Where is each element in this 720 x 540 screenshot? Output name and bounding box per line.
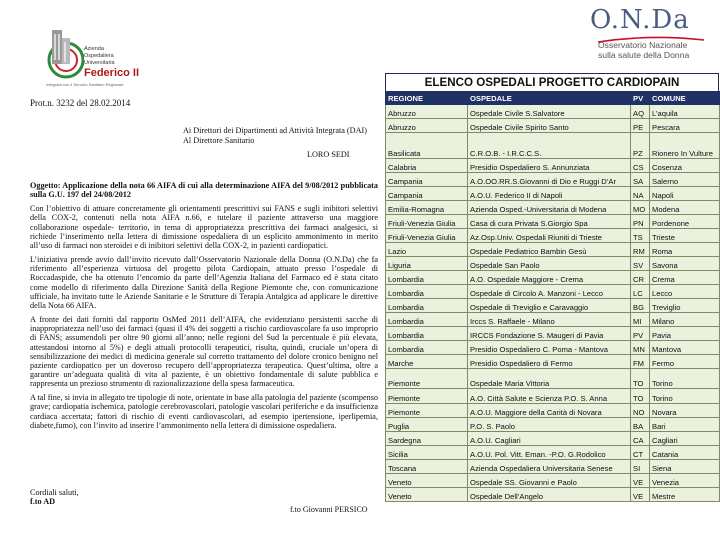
cell-regione: Lombardia bbox=[386, 341, 468, 355]
table-row bbox=[386, 105, 720, 119]
cell-pv: SI bbox=[631, 460, 650, 474]
cell-regione: Friuli-Venezia Giulia bbox=[386, 215, 468, 229]
cell-pv: BG bbox=[631, 299, 650, 313]
cell-comune: Catania bbox=[650, 446, 720, 460]
cell-comune: Mestre bbox=[650, 488, 720, 502]
cell-pv: VE bbox=[631, 474, 650, 488]
cell-comune: Lecco bbox=[650, 285, 720, 299]
cell-pv: CS bbox=[631, 159, 650, 173]
cell-ospedale: Irccs S. Raffaele - Milano bbox=[468, 313, 631, 327]
cell-pv: PV bbox=[631, 327, 650, 341]
cell-pv: AQ bbox=[631, 105, 650, 119]
hospital-logo-line: Azienda bbox=[84, 46, 104, 52]
table-row bbox=[386, 488, 720, 502]
cell-ospedale: Ospedale Dell’Angelo bbox=[468, 488, 631, 502]
table-row bbox=[386, 201, 720, 215]
table-row bbox=[386, 159, 720, 173]
cell-comune: Bari bbox=[650, 418, 720, 432]
cell-comune: Cosenza bbox=[650, 159, 720, 173]
cell-comune: Rionero In Vulture bbox=[650, 133, 720, 159]
cell-ospedale: A.O. Città Salute e Scienza P.O. S. Anna bbox=[468, 389, 631, 404]
onda-logo bbox=[590, 6, 718, 68]
cell-ospedale: Ospedale Civile S.Salvatore bbox=[468, 105, 631, 119]
cell-ospedale: Ospedale SS. Giovanni e Paolo bbox=[468, 474, 631, 488]
table-row bbox=[386, 474, 720, 488]
cell-ospedale: IRCCS Fondazione S. Maugeri di Pavia bbox=[468, 327, 631, 341]
addressees bbox=[183, 126, 367, 145]
table-row bbox=[386, 418, 720, 432]
onda-logo-line: sulla salute della Donna bbox=[598, 50, 690, 60]
table-row bbox=[386, 133, 720, 159]
cell-ospedale: A.O.U. Pol. Vitt. Eman. -P.O. G.Rodolico bbox=[468, 446, 631, 460]
cell-comune: Fermo bbox=[650, 355, 720, 369]
cell-regione: Lombardia bbox=[386, 313, 468, 327]
cell-ospedale: Presidio Ospedaliero C. Poma - Mantova bbox=[468, 341, 631, 355]
cell-ospedale: Ospedale di Treviglio e Caravaggio bbox=[468, 299, 631, 313]
table-row bbox=[386, 215, 720, 229]
cell-regione: Calabria bbox=[386, 159, 468, 173]
cell-pv: BA bbox=[631, 418, 650, 432]
letter-paragraph: Con l’obiettivo di attuare concretamente gli orientamenti prescrittivi sui FANS e sugli inibitori selettivi della COX-2, contenuti nella nota AIFA n.66, e tutelare il paziente attraverso una maggiore collaborazione ospedale- territorio, in tema di appropriatezza prescrittiva dei farmaci analgesici, si richiede l’inserimento nella lettera di dimissione ospedaliera di un esplicito ammonimento in merito all’uso di farmaci non steroidei e di inibitori selettivi della COX-2, in pazienti cardiopatici. bbox=[30, 204, 378, 250]
table-row bbox=[386, 173, 720, 187]
table-row bbox=[386, 369, 720, 389]
cell-regione: Basilicata bbox=[386, 133, 468, 159]
cell-pv: TO bbox=[631, 389, 650, 404]
table-row bbox=[386, 257, 720, 271]
letter-paragraph: L’iniziativa prende avvio dall’invito ricevuto dall’Osservatorio Nazionale della Donna (O.N.Da) che fa riferimento all’esperienza virtuosa del progetto pilota Cardiopain, attuato presso l’ospedale di Roccadaspide, che ha ottenuto l’encomio da parte dell’Agenzia Italiana del Farmaco ed è stata citato come modello di riferimento dalla Direzione Sanità della Regione Piemonte che, con comunicazione ufficiale, ha invitato tutte le Aziende Sanitarie e le Strutture di Terapia Antalgica ad applicare le direttive della Nota 66 AIFA. bbox=[30, 255, 378, 310]
hospital-list bbox=[385, 73, 719, 502]
hospital-logo-line: Ospedaliera bbox=[84, 53, 114, 59]
cell-comune: Savona bbox=[650, 257, 720, 271]
table-row bbox=[386, 327, 720, 341]
table-header-row bbox=[386, 92, 720, 105]
cell-comune: Pordenone bbox=[650, 215, 720, 229]
cell-pv: PN bbox=[631, 215, 650, 229]
cell-pv: NA bbox=[631, 187, 650, 201]
swoosh-icon bbox=[596, 36, 706, 44]
cell-regione: Veneto bbox=[386, 488, 468, 502]
cell-ospedale: Casa di cura Privata S.Giorgio Spa bbox=[468, 215, 631, 229]
letter-body bbox=[30, 181, 378, 435]
cell-comune: Cagliari bbox=[650, 432, 720, 446]
cell-regione: Friuli-Venezia Giulia bbox=[386, 229, 468, 243]
cell-ospedale: Azienda Ospedaliera Universitaria Senese bbox=[468, 460, 631, 474]
cell-comune: Mantova bbox=[650, 341, 720, 355]
cell-pv: MN bbox=[631, 341, 650, 355]
cell-pv: PE bbox=[631, 119, 650, 133]
cell-ospedale: Ospedale Pediatrico Bambin Gesù bbox=[468, 243, 631, 257]
cell-pv: CR bbox=[631, 271, 650, 285]
cell-ospedale: A.O.OO.RR.S.Giovanni di Dio e Ruggi D’Ar bbox=[468, 173, 631, 187]
cell-comune: Novara bbox=[650, 404, 720, 418]
cell-pv: LC bbox=[631, 285, 650, 299]
table-title: ELENCO OSPEDALI PROGETTO CARDIOPAIN bbox=[385, 73, 719, 91]
cell-pv: CA bbox=[631, 432, 650, 446]
cell-regione: Piemonte bbox=[386, 369, 468, 389]
cell-comune: Milano bbox=[650, 313, 720, 327]
cell-ospedale: P.O. S. Paolo bbox=[468, 418, 631, 432]
letter-subject: Oggetto: Applicazione della nota 66 AIFA di cui alla determinazione AIFA del 9/08/2012 pubblicata sulla G.U. 197 del 24/08/2012 bbox=[30, 181, 378, 200]
loro-sedi: LORO SEDI bbox=[307, 150, 350, 159]
table-row bbox=[386, 355, 720, 369]
cell-pv: SV bbox=[631, 257, 650, 271]
cell-regione: Marche bbox=[386, 355, 468, 369]
hospital-logo bbox=[44, 22, 162, 92]
column-header-pv: PV bbox=[631, 92, 650, 105]
table-row bbox=[386, 243, 720, 257]
hospital-logo-name: Federico II bbox=[84, 67, 140, 79]
protocol-number: Prot.n. 3232 del 28.02.2014 bbox=[30, 98, 131, 108]
cell-comune: Venezia bbox=[650, 474, 720, 488]
cell-regione: Piemonte bbox=[386, 404, 468, 418]
table-row bbox=[386, 187, 720, 201]
cell-comune: Modena bbox=[650, 201, 720, 215]
cell-ospedale: Presidio Ospedaliero S. Annunziata bbox=[468, 159, 631, 173]
cell-comune: Treviglio bbox=[650, 299, 720, 313]
table-row bbox=[386, 285, 720, 299]
cell-ospedale: C.R.O.B. - I.R.C.C.S. bbox=[468, 133, 631, 159]
cell-ospedale: A.O.U. Cagliari bbox=[468, 432, 631, 446]
cell-pv: PZ bbox=[631, 133, 650, 159]
letter-closing bbox=[30, 488, 79, 507]
cell-regione: Toscana bbox=[386, 460, 468, 474]
addressee-line: Al Direttore Sanitario bbox=[183, 135, 255, 145]
cell-regione: Piemonte bbox=[386, 389, 468, 404]
cell-regione: Campania bbox=[386, 187, 468, 201]
table-row bbox=[386, 404, 720, 418]
cell-regione: Lazio bbox=[386, 243, 468, 257]
cell-regione: Lombardia bbox=[386, 327, 468, 341]
cell-pv: MO bbox=[631, 201, 650, 215]
cell-comune: Torino bbox=[650, 369, 720, 389]
cell-ospedale: Ospedale Maria Vittoria bbox=[468, 369, 631, 389]
cell-ospedale: Azienda Osped.-Universitaria di Modena bbox=[468, 201, 631, 215]
cell-comune: Pescara bbox=[650, 119, 720, 133]
cell-regione: Veneto bbox=[386, 474, 468, 488]
onda-logo-abbr: O.N.Da bbox=[590, 5, 690, 35]
cell-regione: Liguria bbox=[386, 257, 468, 271]
hospital-building-icon bbox=[44, 24, 84, 82]
cell-ospedale: Ospedale di Circolo A. Manzoni - Lecco bbox=[468, 285, 631, 299]
cell-pv: FM bbox=[631, 355, 650, 369]
cell-pv: SA bbox=[631, 173, 650, 187]
cell-regione: Emilia-Romagna bbox=[386, 201, 468, 215]
cell-regione: Abruzzo bbox=[386, 105, 468, 119]
signature-ad: f.to AD bbox=[30, 497, 56, 507]
cell-ospedale: A.O.U. Federico II di Napoli bbox=[468, 187, 631, 201]
onda-logo-line: Osservatorio Nazionale bbox=[598, 40, 688, 50]
cell-regione: Puglia bbox=[386, 418, 468, 432]
cell-regione: Lombardia bbox=[386, 299, 468, 313]
signature-persico: f.to Giovanni PERSICO bbox=[290, 505, 368, 514]
addressee-line: Ai Direttori dei Dipartimenti ad Attività Integrata (DAI) bbox=[183, 126, 367, 135]
table-row bbox=[386, 271, 720, 285]
cell-regione: Campania bbox=[386, 173, 468, 187]
cell-pv: TO bbox=[631, 369, 650, 389]
cell-comune: Napoli bbox=[650, 187, 720, 201]
cell-pv: VE bbox=[631, 488, 650, 502]
cell-regione: Abruzzo bbox=[386, 119, 468, 133]
cell-ospedale: A.O.U. Maggiore della Carità di Novara bbox=[468, 404, 631, 418]
column-header-ospedale: OSPEDALE bbox=[468, 92, 631, 105]
cell-regione: Sicilia bbox=[386, 446, 468, 460]
cell-comune: Torino bbox=[650, 389, 720, 404]
cell-pv: NO bbox=[631, 404, 650, 418]
cell-comune: Pavia bbox=[650, 327, 720, 341]
table-row bbox=[386, 313, 720, 327]
table-row bbox=[386, 389, 720, 404]
table-row bbox=[386, 299, 720, 313]
cell-ospedale: Presidio Ospedaliero di Fermo bbox=[468, 355, 631, 369]
column-header-regione: REGIONE bbox=[386, 92, 468, 105]
column-header-comune: COMUNE bbox=[650, 92, 720, 105]
cell-pv: RM bbox=[631, 243, 650, 257]
table-row bbox=[386, 341, 720, 355]
letter-paragraph: A fronte dei dati forniti dal rapporto OsMed 2011 dell’AIFA, che evidenziano persistenti sacche di inappropriatezza nell’uso dei farmaci (quasi il 4% dei soggetti a rischio cardiovascolare fa uso improprio di FANS; assumendoli per oltre 90 giorni all’anno; nelle regioni del Sud la percentuale è più elevata, attestandosi intorno al 5%) e degli attuali protocolli terapeutici, risulta, quindi, cruciale un’opera di sensibilizzazione dei medici di medicina generale sul corretto trattamento del dolore cronico benigno nel paziente cardiopatico per un doveroso recupero dell’appropriatezza terapeutica. Quest’ultima, oltre a garantire un’adeguata qualità di vita al paziente, è un obiettivo fondamentale di salute pubblica e rappresenta un prezioso strumento di razionalizzazione della spesa farmaceutica. bbox=[30, 315, 378, 389]
table-row bbox=[386, 119, 720, 133]
cell-comune: Salerno bbox=[650, 173, 720, 187]
cell-pv: CT bbox=[631, 446, 650, 460]
table-row bbox=[386, 432, 720, 446]
cell-ospedale: Ospedale San Paolo bbox=[468, 257, 631, 271]
table-row bbox=[386, 229, 720, 243]
cell-ospedale: Az.Osp.Univ. Ospedali Riuniti di Trieste bbox=[468, 229, 631, 243]
hospital-table bbox=[385, 91, 720, 502]
hospital-logo-tagline: Integrata con il Servizio Sanitario Regionale bbox=[46, 82, 124, 87]
letter-paragraph: A tal fine, si invia in allegato tre tipologie di note, orientate in base alla patologia del paziente (scompenso grave; cardiopatia ischemica, patologie cerebrovascolari, patologie vascolari periferiche e da insufficienza cardiaca accertata; fattori di rischio di eventi cardiovascolari, ad esempio ipertensione, iperlipemia, diabete,fumo), con l’invito ad inserire l’ammonimento nella lettera di dimissione ospedaliera. bbox=[30, 393, 378, 430]
cell-comune: Siena bbox=[650, 460, 720, 474]
cell-comune: L’aquila bbox=[650, 105, 720, 119]
table-row bbox=[386, 460, 720, 474]
hospital-logo-line: Universitaria bbox=[84, 60, 115, 66]
cell-regione: Sardegna bbox=[386, 432, 468, 446]
table-row bbox=[386, 446, 720, 460]
closing-greeting: Cordiali saluti, bbox=[30, 488, 79, 497]
cell-comune: Crema bbox=[650, 271, 720, 285]
cell-regione: Lombardia bbox=[386, 271, 468, 285]
cell-ospedale: Ospedale Civile Spirito Santo bbox=[468, 119, 631, 133]
cell-comune: Roma bbox=[650, 243, 720, 257]
cell-ospedale: A.O. Ospedale Maggiore - Crema bbox=[468, 271, 631, 285]
cell-regione: Lombardia bbox=[386, 285, 468, 299]
cell-comune: Trieste bbox=[650, 229, 720, 243]
cell-pv: TS bbox=[631, 229, 650, 243]
cell-pv: MI bbox=[631, 313, 650, 327]
